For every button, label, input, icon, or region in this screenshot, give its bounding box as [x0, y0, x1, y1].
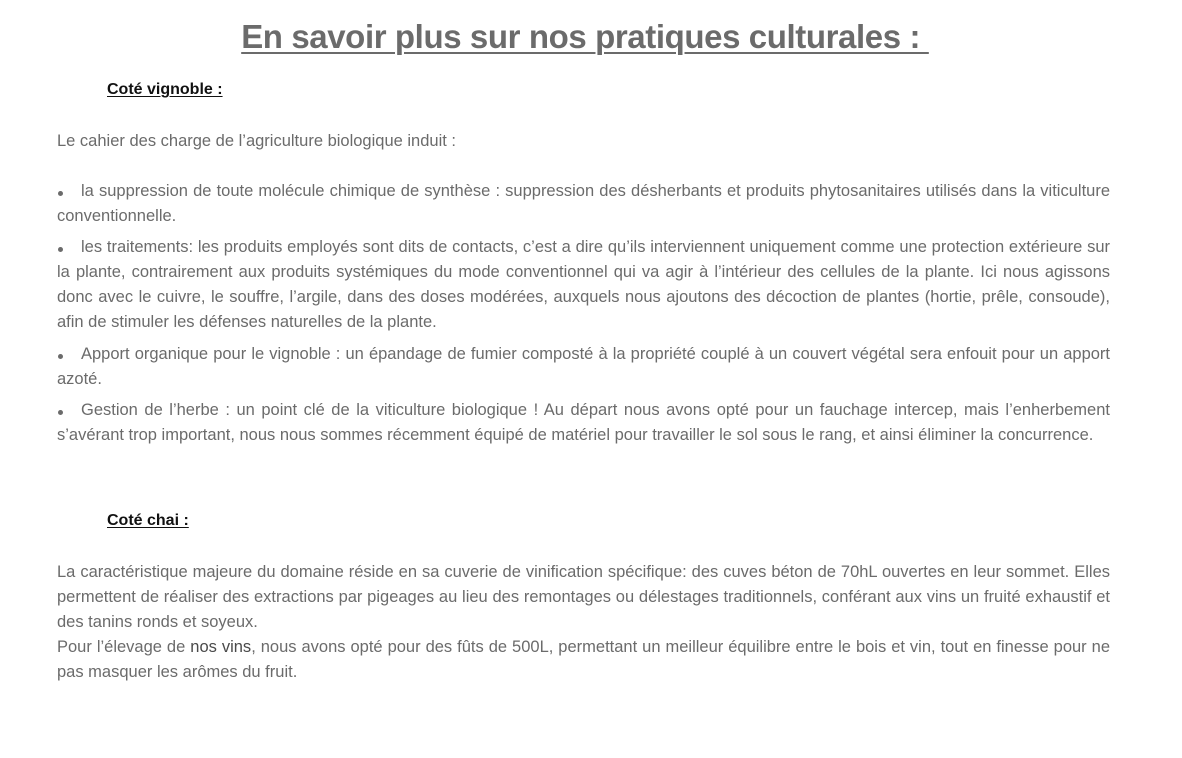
section-heading-chai: Coté chai :	[107, 512, 189, 529]
vignoble-intro: Le cahier des charge de l’agriculture biologique induit :	[57, 132, 457, 150]
list-item-text: Apport organique pour le vignoble : un épandage de fumier composté à la propriété couplé à un couvert végétal sera enfouit pour un apport azoté.	[57, 345, 1110, 388]
list-item-text: Gestion de l’herbe : un point clé de la viticulture biologique ! Au départ nous avons opté pour un fauchage intercep, mais l’enherbement s’avérant trop important, nous nous sommes récemment équipé de matériel pour travailler le sol sous le rang, et ainsi éliminer la concurrence.	[57, 401, 1110, 444]
list-item	[57, 342, 1110, 392]
chai-paragraph-2-emphasis: nos vins	[190, 638, 252, 656]
chai-paragraph-1-text: La caractéristique majeure du domaine réside en sa cuverie de vinification spécifique: des cuves béton de 70hL ouvertes en leur sommet. Elles permettent de réaliser des extractions par pigeages au lieu des remontages ou délestages traditionnels, conférant aux vins un fruité exhaustif et des tanins ronds et soyeux.	[57, 563, 1110, 631]
section-heading-vignoble: Coté vignoble :	[107, 81, 223, 98]
list-item	[57, 398, 1110, 448]
chai-paragraph-2-end: , nous avons opté pour des fûts de 500L, permettant un meilleur équilibre entre le bois et vin, tout en finesse pour ne pas masquer les arômes du fruit.	[57, 638, 1110, 681]
list-item-text: la suppression de toute molécule chimique de synthèse : suppression des désherbants et produits phytosanitaires utilisés dans la viticulture conventionnelle.	[57, 182, 1110, 225]
list-item	[57, 235, 1110, 335]
chai-paragraph-2-start: Pour l’élevage de	[57, 638, 191, 656]
page-title: En savoir plus sur nos pratiques culturales :	[241, 18, 929, 55]
chai-paragraph-1	[57, 560, 1110, 685]
list-item	[57, 179, 1110, 229]
list-item-text: les traitements: les produits employés sont dits de contacts, c’est a dire qu’ils interviennent uniquement comme une protection extérieure sur la plante, contrairement aux produits systémiques du mode conventionnel qui va agir à l’intérieur des cellules de la plante. Ici nous agissons donc avec le cuivre, le souffre, l’argile, dans des doses modérées, auxquels nous ajoutons des décoction de plantes (hortie, prêle, consoude), afin de stimuler les défenses naturelles de la plante.	[57, 238, 1110, 331]
